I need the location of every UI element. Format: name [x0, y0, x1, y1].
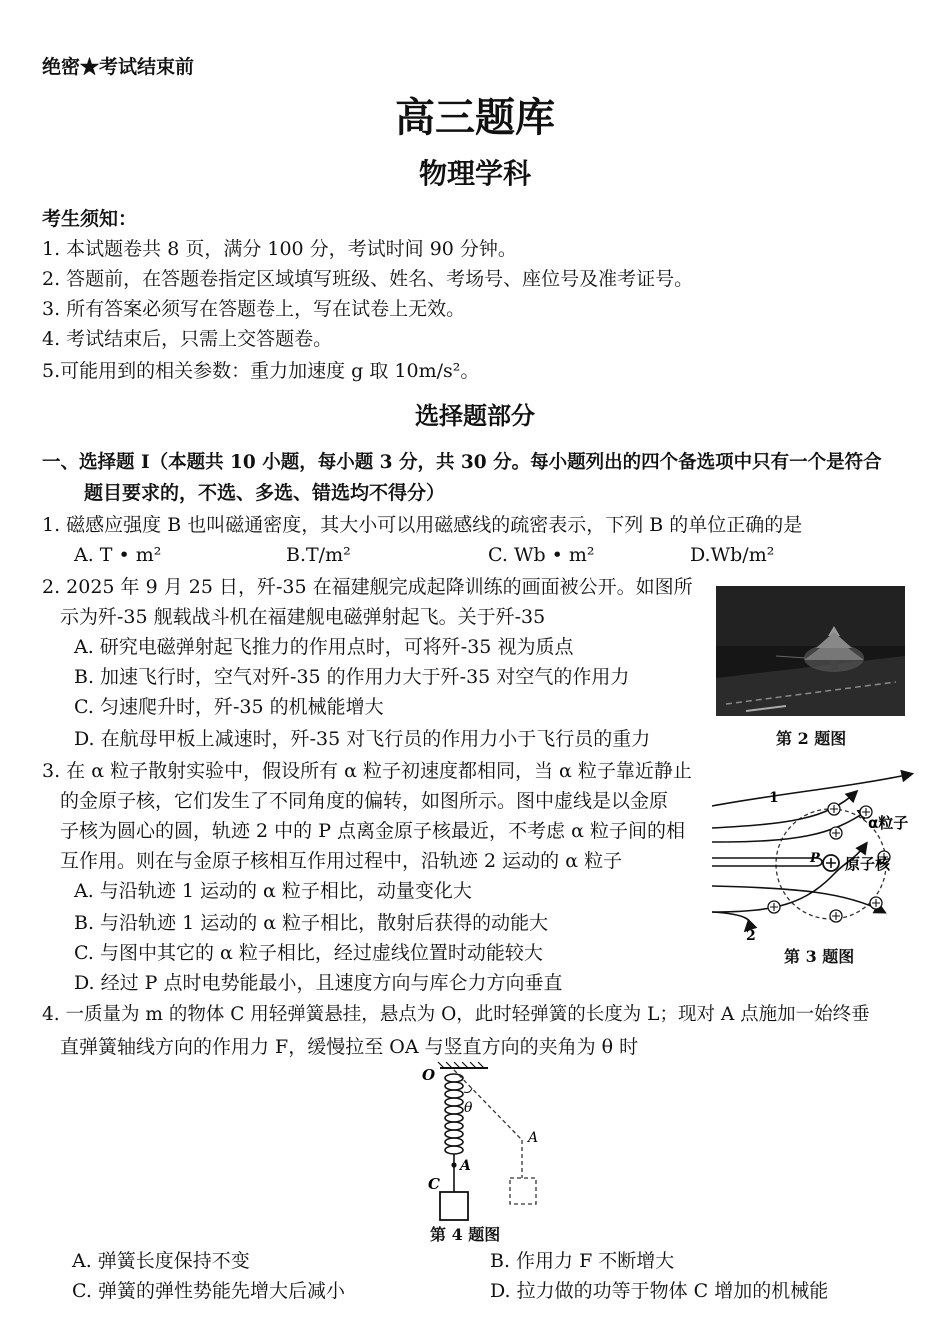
q2-figure-caption: 第 2 题图 — [776, 729, 847, 748]
q3-stem-cont: 互作用。则在与金原子核相互作用过程中，沿轨迹 2 运动的 α 粒子 — [60, 850, 623, 872]
q2-stem-cont: 示为歼-35 舰载战斗机在福建舰电磁弹射起飞。关于歼-35 — [60, 606, 546, 628]
q2-option-c: C. 匀速爬升时，歼-35 的机械能增大 — [74, 696, 384, 718]
q2-option-d: D. 在航母甲板上减速时，歼-35 对飞行员的作用力小于飞行员的重力 — [74, 728, 651, 750]
part-instructions: 一、选择题 I（本题共 10 小题，每小题 3 分，共 30 分。每小题列出的四个备选项中只有一个是符合 — [42, 452, 882, 473]
q3-option-b: B. 与沿轨迹 1 运动的 α 粒子相比，散射后获得的动能大 — [74, 912, 549, 934]
secret-label: 绝密★考试结束前 — [42, 56, 195, 78]
q2-option-b: B. 加速飞行时，空气对歼-35 的作用力大于歼-35 对空气的作用力 — [74, 666, 630, 688]
notice-item: 4. 考试结束后，只需上交答题卷。 — [42, 328, 333, 350]
q4-option-b: B. 作用力 F 不断增大 — [490, 1250, 675, 1272]
track-2-label: 2 — [746, 928, 756, 944]
q1-stem: 1. 磁感应强度 B 也叫磁通密度，其大小可以用磁感线的疏密表示，下列 B 的单位正确的是 — [42, 514, 803, 536]
q3-option-d: D. 经过 P 点时电势能最小，且速度方向与库仑力方向垂直 — [74, 972, 563, 994]
a-displaced-label: A — [528, 1130, 539, 1146]
notice-item: 3. 所有答案必须写在答题卷上，写在试卷上无效。 — [42, 298, 466, 320]
q3-option-c: C. 与图中其它的 α 粒子相比，经过虚线位置时动能较大 — [74, 942, 543, 964]
page-title: 高三题库 — [395, 94, 555, 141]
q1-option-d: D.Wb/m² — [690, 544, 775, 566]
q4-figure-caption: 第 4 题图 — [430, 1225, 501, 1244]
theta-label: θ — [464, 1100, 473, 1116]
a-label: A — [460, 1158, 471, 1174]
alpha-label: α粒子 — [868, 814, 909, 832]
q4-stem: 4. 一质量为 m 的物体 C 用轻弹簧悬挂，悬点为 O，此时轻弹簧的长度为 L；现对 A 点施加一始终垂 — [42, 1004, 870, 1025]
q4-option-c: C. 弹簧的弹性势能先增大后减小 — [72, 1280, 345, 1302]
spring-figure — [410, 1062, 560, 1222]
notice-heading: 考生须知： — [42, 208, 138, 230]
notice-item: 2. 答题前，在答题卷指定区域填写班级、姓名、考场号、座位号及准考证号。 — [42, 268, 694, 290]
notice-item: 1. 本试题卷共 8 页，满分 100 分，考试时间 90 分钟。 — [42, 238, 517, 260]
q4-option-a: A. 弹簧长度保持不变 — [72, 1250, 250, 1272]
q1-option-a: A. T • m² — [74, 544, 162, 566]
q2-option-a: A. 研究电磁弹射起飞推力的作用点时，可将歼-35 视为质点 — [74, 636, 574, 658]
c-label: C — [428, 1175, 440, 1193]
o-label: O — [422, 1066, 436, 1084]
track-1-label: 1 — [769, 790, 779, 806]
q3-figure-caption: 第 3 题图 — [784, 947, 855, 966]
subject-title: 物理学科 — [418, 157, 531, 190]
q4-option-d: D. 拉力做的功等于物体 C 增加的机械能 — [490, 1280, 829, 1302]
nucleus-label: 原子核 — [845, 855, 891, 873]
q3-stem-cont: 子核为圆心的圆，轨迹 2 中的 P 点离金原子核最近，不考虑 α 粒子间的相 — [60, 820, 685, 842]
jet-photo — [716, 586, 905, 716]
section-heading: 选择题部分 — [415, 401, 535, 430]
q3-stem: 3. 在 α 粒子散射实验中，假设所有 α 粒子初速度都相同，当 α 粒子靠近静止 — [42, 760, 692, 782]
q1-option-b: B.T/m² — [286, 544, 351, 566]
q1-option-c: C. Wb • m² — [488, 544, 595, 566]
q3-stem-cont: 的金原子核，它们发生了不同角度的偏转，如图所示。图中虚线是以金原 — [60, 790, 669, 812]
alpha-scattering-figure — [706, 762, 936, 942]
q3-option-a: A. 与沿轨迹 1 运动的 α 粒子相比，动量变化大 — [74, 880, 472, 902]
notice-item: 5.可能用到的相关参数：重力加速度 g 取 10m/s²。 — [42, 360, 480, 382]
part-instructions-cont: 题目要求的，不选、多选、错选均不得分） — [84, 482, 446, 504]
p-label: P — [810, 851, 820, 866]
jet-photo-drawing — [716, 586, 905, 716]
q2-stem: 2. 2025 年 9 月 25 日，歼-35 在福建舰完成起降训练的画面被公开。如图所 — [42, 576, 693, 598]
q4-stem-cont: 直弹簧轴线方向的作用力 F，缓慢拉至 OA 与竖直方向的夹角为 θ 时 — [60, 1036, 639, 1058]
